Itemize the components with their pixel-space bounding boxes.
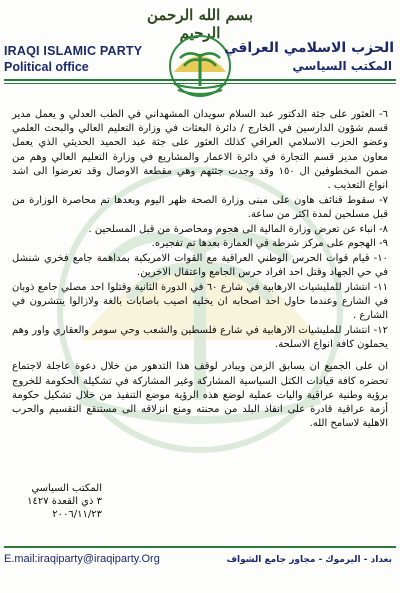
letter-body xyxy=(12,108,388,431)
header-divider xyxy=(4,79,396,81)
footer-email: E.mail:iraqiparty@iraqiparty.Org xyxy=(4,553,160,565)
signature-date-gregorian: ٢٠٠٦/١١/٢٣ xyxy=(52,509,102,520)
footer-address: بغداد - اليرموك - مجاور جامع الشواف xyxy=(226,555,392,565)
basmala-calligraphy: بسم الله الرحمن الرحيم xyxy=(146,6,254,42)
list-item: ٩- الهجوم على مركز شرطة في العمارة بعدها تم تفجيره. xyxy=(151,238,388,250)
office-name-arabic: المكتب السياسي xyxy=(292,59,392,73)
party-name-english: IRAQI ISLAMIC PARTY xyxy=(4,44,143,58)
header-divider-thin xyxy=(4,83,396,84)
list-item: ٦- العثور على جثة الدكتور عبد السلام سويدان المشهداني في الطب العدلي و يعمل مدير قسم شؤون الدارسين في الخارج / دائرة البعثات في وزارة التعليم العالي والبحث العلمي وعضو الحزب الاسلامي العراقي كذلك العثور على جثة عبد الحميد الحديثي الذي يعمل معاون مدير قسم التجارة في دائرة الاعمار والمشاريع في وزارة التعليم العالي وهم من ضمن المخطوفين ال ١٥٠ وقد وجدت جثتهم وهي مقطعة الاوصال وقد تعرضوا الى اشد انواع التعذيب . xyxy=(12,109,388,192)
list-item: ١٠- قيام قوات الحرس الوطني العراقية مع القوات الامريكية بمداهمة جامع فخري شنشل في حي الجهاد وقتل احد افراد حرس الجامع واعتقال الاخرين. xyxy=(12,253,388,279)
office-name-english: Political office xyxy=(4,60,89,74)
list-item: ١٢- انتشار للمليشيات الارهابية في شارع فلسطين والشعب وحي سومر والعقاري واور وهم يحملون كافة انواع الاسلحة. xyxy=(12,325,388,351)
signature-block xyxy=(22,482,102,521)
signature-office: المكتب السياسي xyxy=(31,483,102,494)
footer-divider xyxy=(4,546,396,548)
party-name-arabic: الحزب الاسلامي العراقي xyxy=(224,40,394,56)
closing-paragraph: ان على الجميع ان يسابق الزمن ويبادر لوقف هذا التدهور من خلال دعوة عاجلة لاجتماع تحضره كافة قيادات الكتل السياسية المشاركة وغير المشاركة في تشكيلة الحكومة للخروج برؤية وطنية عراقية واليات عملية لوضع هذه الرؤية موضع التنفيذ من خلال تشكيل حكومة أزمة عراقية قادرة على انقاذ البلد من محنته ومنع انزلاقه الى مستنقع التقسيم والحرب الاهلية لاسامح الله. xyxy=(12,361,388,430)
list-item: ١١- انتشار للمليشيات الارهابية في شارع ٦٠ في الدورة الثانية وقتلوا احد مصلي جامع ذوبان في الشارع وعندما حاول احد اصحابه ان يخليه اصيب باصابات بالغة ولازالوا ينتشرون في الشارع . xyxy=(12,281,388,322)
list-item: ٨- انباء عن تعرض وزارة المالية الى هجوم ومحاصرة من قبل المسلحين . xyxy=(88,223,388,235)
signature-date-hijri: ٣ ذي القعدة ١٤٢٧ xyxy=(27,496,102,507)
list-item: ٧- سقوط قنائف هاون على مبنى وزارة الصحة ظهر اليوم وبعدها تم محاصرة الوزارة من قبل مسلحين لمدة اكثر من ساعة. xyxy=(12,194,388,220)
